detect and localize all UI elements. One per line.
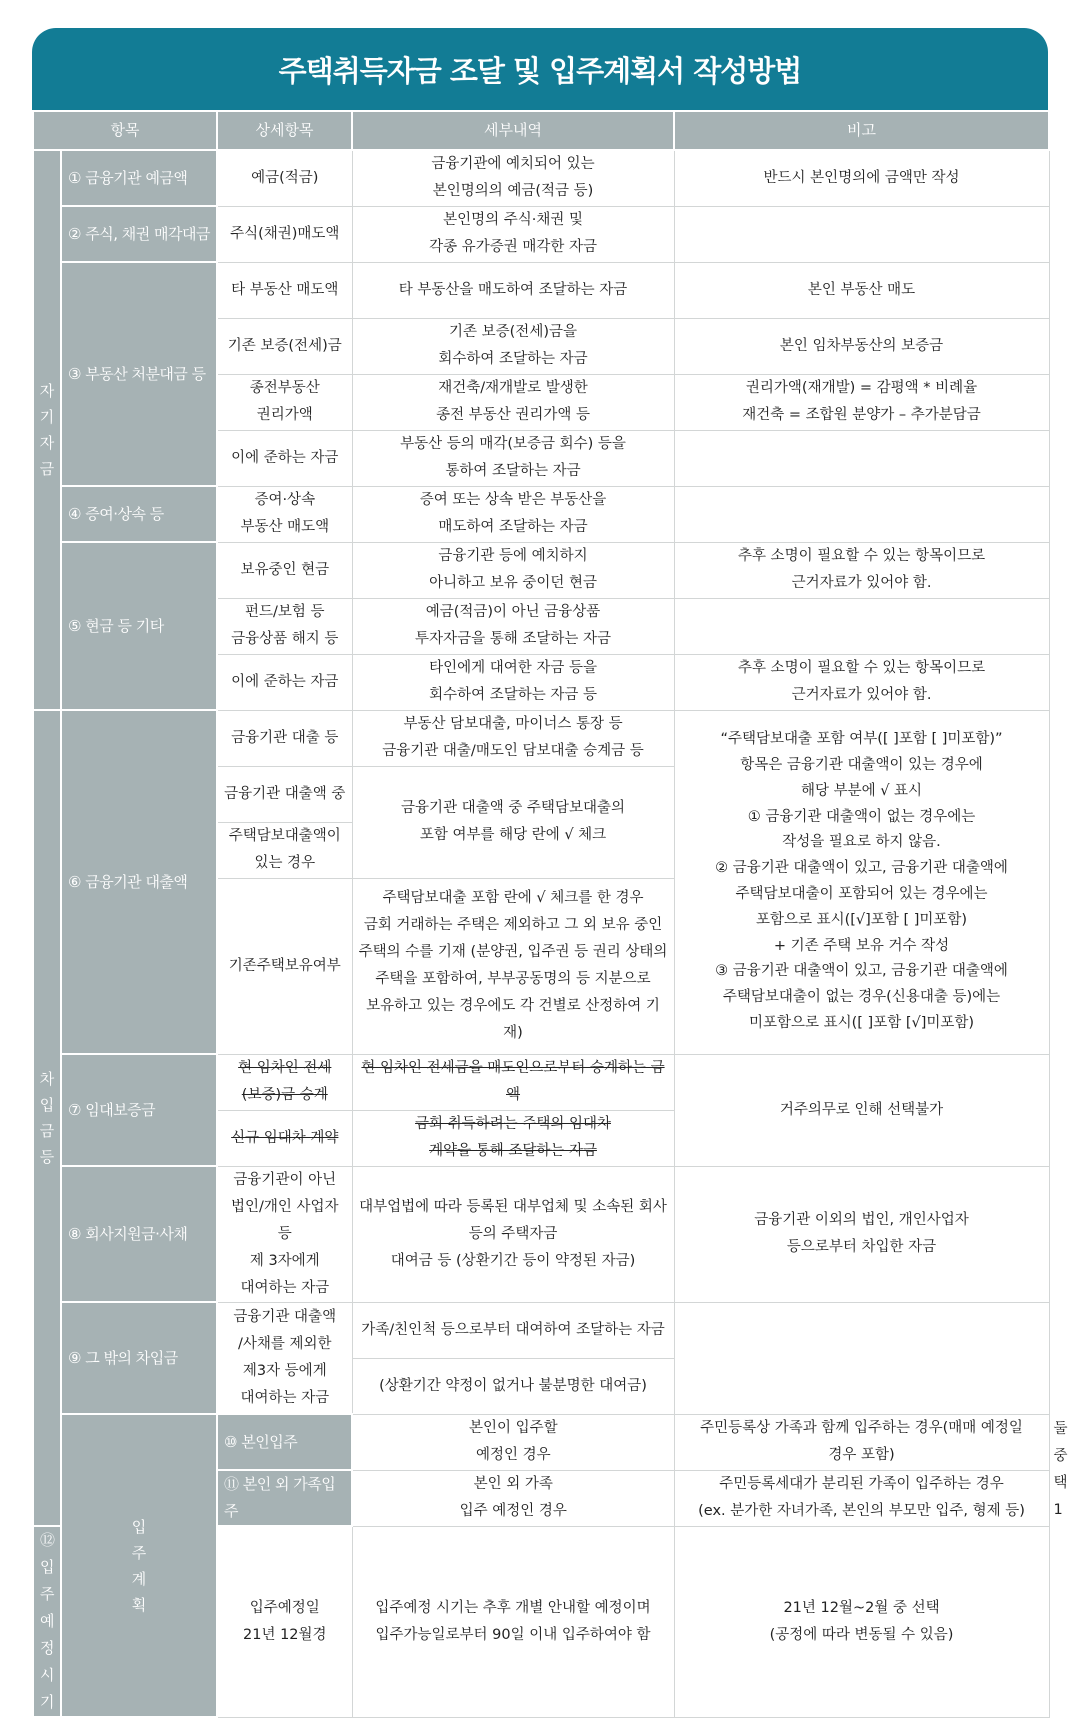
guide-table <box>32 110 1068 1718</box>
detail-item: 종전부동산 권리가액 <box>217 374 352 430</box>
table-row <box>33 206 1049 262</box>
section-own-funds: 자 기 자 금 <box>33 150 61 710</box>
detail-desc: 본인명의 주식·채권 및 각종 유가증권 매각한 자금 <box>352 206 674 262</box>
table-row <box>33 486 1049 542</box>
note <box>674 206 1049 262</box>
category-bank-loan: ⑥ 금융기관 대출액 <box>61 710 217 1054</box>
detail-desc: 금융기관 대출액 중 주택담보대출의 포함 여부를 해당 란에 √ 체크 <box>352 766 674 878</box>
section-move-in-plan: 입 주 계 획 <box>61 1414 217 1717</box>
detail-desc: 예금(적금)이 아닌 금융상품 투자자금을 통해 조달하는 자금 <box>352 598 674 654</box>
note <box>674 598 1049 654</box>
detail-desc: 현 임차인 전세금을 매도인으로부터 승계하는 금액 <box>352 1054 674 1110</box>
category-self-move-in: ⑩ 본인입주 <box>217 1414 352 1470</box>
detail-desc: (상환기간 약정이 없거나 불분명한 대여금) <box>352 1358 674 1414</box>
note <box>674 486 1049 542</box>
detail-item: 증여·상속 부동산 매도액 <box>217 486 352 542</box>
header-detail-item: 상세항목 <box>217 111 352 150</box>
detail-item: 기존 보증(전세)금 <box>217 318 352 374</box>
table-row <box>33 1166 1049 1302</box>
note <box>674 1302 1049 1414</box>
detail-item: 예금(적금) <box>217 150 352 206</box>
detail-item: 타 부동산 매도액 <box>217 262 352 318</box>
note: 21년 12월~2월 중 선택 (공정에 따라 변동될 수 있음) <box>674 1526 1049 1717</box>
category-company-loan: ⑧ 회사지원금·사채 <box>61 1166 217 1302</box>
note: 추후 소명이 필요할 수 있는 항목이므로 근거자료가 있어야 함. <box>674 542 1049 598</box>
detail-desc: 주민등록세대가 분리된 가족이 입주하는 경우 (ex. 분가한 자녀가족, 본인의 부모만 입주, 형제 등) <box>674 1470 1049 1526</box>
category-family-move-in: ⑪ 본인 외 가족입주 <box>217 1470 352 1526</box>
detail-desc: 부동산 등의 매각(보증금 회수) 등을 통하여 조달하는 자금 <box>352 430 674 486</box>
header-detail-desc: 세부내역 <box>352 111 674 150</box>
category-gift-inheritance: ④ 증여·상속 등 <box>61 486 217 542</box>
table-row <box>33 262 1049 318</box>
header-row <box>33 111 1049 150</box>
detail-desc: 금융기관 등에 예치하지 아니하고 보유 중이던 현금 <box>352 542 674 598</box>
detail-desc: 타인에게 대여한 자금 등을 회수하여 조달하는 자금 등 <box>352 654 674 710</box>
detail-desc: 금회 취득하려는 주택의 임대차 계약을 통해 조달하는 자금 <box>352 1110 674 1166</box>
category-move-in-date: ⑫ 입주예정시기 <box>33 1526 61 1717</box>
note: 본인 임차부동산의 보증금 <box>674 318 1049 374</box>
detail-desc: 입주예정 시기는 추후 개별 안내할 예정이며 입주가능일로부터 90일 이내 입주하여야 함 <box>352 1526 674 1717</box>
detail-item: 이에 준하는 자금 <box>217 430 352 486</box>
detail-item: 금융기관 대출액 /사채를 제외한 제3자 등에게 대여하는 자금 <box>217 1302 352 1414</box>
note-bank-loan: “주택담보대출 포함 여부([ ]포함 [ ]미포함)” 항목은 금융기관 대출액이 있는 경우에 해당 부분에 √ 표시 ① 금융기관 대출액이 없는 경우에는 작성을 필요로 하지 않음. ② 금융기관 대출액이 있고, 금융기관 대출액에 주택담보대출이 포함되어 있는 경우에는 포함으로 표시([√]포함 [ ]미포함) + 기존 주택 보유 거수 작성 ③ 금융기관 대출액이 있고, 금융기관 대출액에 주택담보대출이 없는 경우(신용대출 등)에는 미포함으로 표시([ ]포함 [√]미포함) <box>674 710 1049 1054</box>
table-row <box>33 542 1049 598</box>
category-cash-etc: ⑤ 현금 등 기타 <box>61 542 217 710</box>
note: 권리가액(재개발) = 감평액 * 비례율 재건축 = 조합원 분양가 – 추가분담금 <box>674 374 1049 430</box>
category-deposit: ① 금융기관 예금액 <box>61 150 217 206</box>
note: 반드시 본인명의에 금액만 작성 <box>674 150 1049 206</box>
detail-item: 주택담보대출액이 있는 경우 <box>217 822 352 878</box>
detail-item: 본인 외 가족 입주 예정인 경우 <box>352 1470 674 1526</box>
category-other-borrowings: ⑨ 그 밖의 차입금 <box>61 1302 217 1414</box>
detail-desc: 대부업법에 따라 등록된 대부업체 및 소속된 회사 등의 주택자금 대여금 등 (상환기간 등이 약정된 자금) <box>352 1166 674 1302</box>
document <box>32 28 1068 1718</box>
table-row: 입 주 계 획 ⑩ 본인입주 본인이 입주할 예정인 경우 주민등록상 가족과 함께 입주하는 경우(매매 예정일 경우 포함) 둘 중 택 1 <box>33 1414 1049 1470</box>
detail-item: 보유중인 현금 <box>217 542 352 598</box>
detail-item: 주식(채권)매도액 <box>217 206 352 262</box>
header-item: 항목 <box>33 111 217 150</box>
detail-desc: 주택담보대출 포함 란에 √ 체크를 한 경우 금회 거래하는 주택은 제외하고 그 외 보유 중인 주택의 수를 기재 (분양권, 입주권 등 권리 상태의 주택을 포함하여, 부부공동명의 등 지분으로 보유하고 있는 경우에도 각 건별로 산정하여 기재) <box>352 878 674 1054</box>
table-row <box>33 1054 1049 1110</box>
detail-desc: 기존 보증(전세)금을 회수하여 조달하는 자금 <box>352 318 674 374</box>
detail-desc: 증여 또는 상속 받은 부동산을 매도하여 조달하는 자금 <box>352 486 674 542</box>
detail-desc: 타 부동산을 매도하여 조달하는 자금 <box>352 262 674 318</box>
detail-item: 신규 임대차 계약 <box>217 1110 352 1166</box>
detail-item: 금융기관 대출액 중 <box>217 766 352 822</box>
page-title: 주택취득자금 조달 및 입주계획서 작성방법 <box>32 28 1048 110</box>
detail-item: 본인이 입주할 예정인 경우 <box>352 1414 674 1470</box>
detail-item: 입주예정일 21년 12월경 <box>217 1526 352 1717</box>
detail-desc: 부동산 담보대출, 마이너스 통장 등 금융기관 대출/매도인 담보대출 승계금 등 <box>352 710 674 766</box>
note: 금융기관 이외의 법인, 개인사업자 등으로부터 차입한 자금 <box>674 1166 1049 1302</box>
table-row <box>33 150 1049 206</box>
note: 거주의무로 인해 선택불가 <box>674 1054 1049 1166</box>
detail-item: 금융기관 대출 등 <box>217 710 352 766</box>
table-row <box>33 1302 1049 1358</box>
detail-item: 현 임차인 전세 (보증)금 승계 <box>217 1054 352 1110</box>
detail-item: 이에 준하는 자금 <box>217 654 352 710</box>
category-lease-deposit: ⑦ 임대보증금 <box>61 1054 217 1166</box>
note: 본인 부동산 매도 <box>674 262 1049 318</box>
header-note: 비고 <box>674 111 1049 150</box>
note <box>674 430 1049 486</box>
detail-item: 펀드/보험 등 금융상품 해지 등 <box>217 598 352 654</box>
detail-desc: 금융기관에 예치되어 있는 본인명의의 예금(적금 등) <box>352 150 674 206</box>
note: 추후 소명이 필요할 수 있는 항목이므로 근거자료가 있어야 함. <box>674 654 1049 710</box>
detail-item: 금융기관이 아닌 법인/개인 사업자 등 제 3자에게 대여하는 자금 <box>217 1166 352 1302</box>
detail-item: 기존주택보유여부 <box>217 878 352 1054</box>
table-row <box>33 710 1049 766</box>
detail-desc: 가족/친인척 등으로부터 대여하여 조달하는 자금 <box>352 1302 674 1358</box>
category-stocks: ② 주식, 채권 매각대금 <box>61 206 217 262</box>
category-real-estate: ③ 부동산 처분대금 등 <box>61 262 217 486</box>
section-borrowings: 차 입 금 등 <box>33 710 61 1526</box>
detail-desc: 주민등록상 가족과 함께 입주하는 경우(매매 예정일 경우 포함) <box>674 1414 1049 1470</box>
detail-desc: 재건축/재개발로 발생한 종전 부동산 권리가액 등 <box>352 374 674 430</box>
